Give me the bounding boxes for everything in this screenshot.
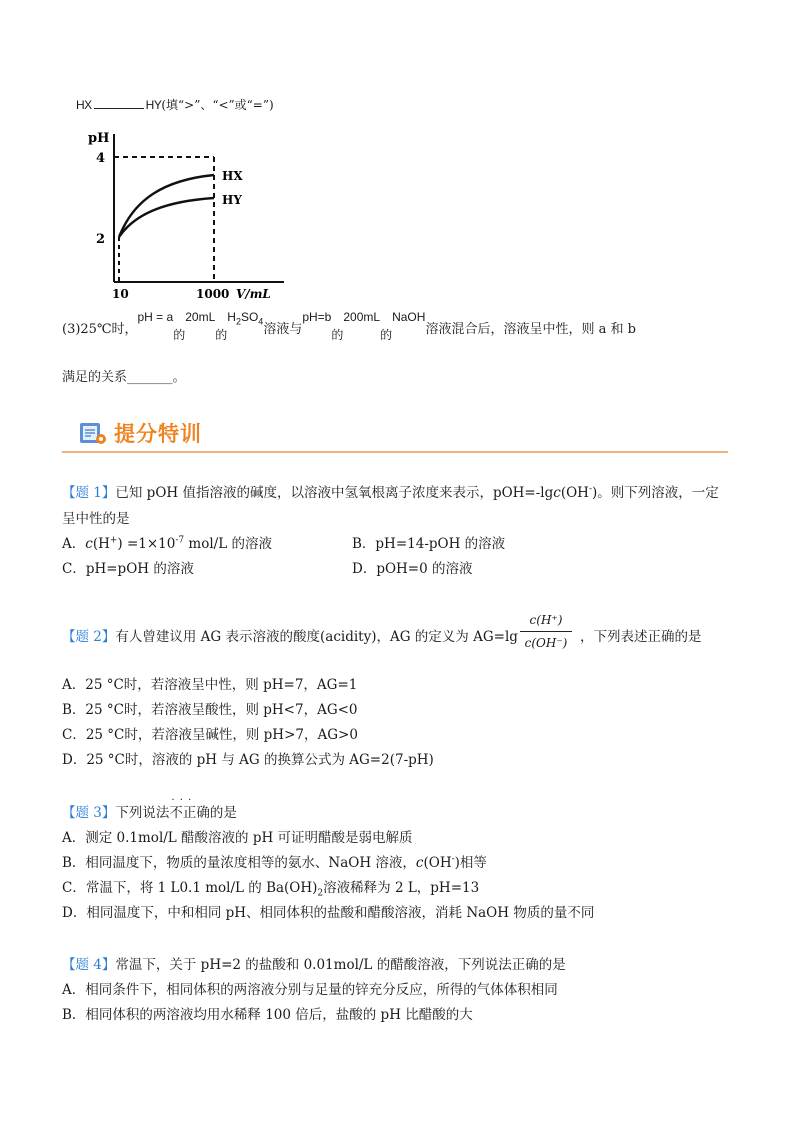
question-1: 【题 1】已知 pOH 值指溶液的碱度，以溶液中氢氧根离子浓度来表示，pOH=-lgc(OH-)。则下列溶液，一定 [62, 484, 719, 501]
question-1-tag: 【题 1】 [62, 485, 116, 501]
question-part-3 [62, 310, 636, 342]
part3-mid: 溶液与 [263, 322, 303, 337]
de-4: 的 [380, 328, 393, 342]
label-hx: HX [76, 98, 92, 112]
comparison-blank-line [76, 96, 274, 113]
q2-option-c[interactable]: C．25 °C时，若溶液呈碱性，则 pH>7，AG>0 [62, 727, 358, 743]
question-4-text: 常温下，关于 pH=2 的盐酸和 0.01mol/L 的醋酸溶液，下列说法正确的是 [115, 957, 566, 973]
part3-tail: 溶液混合后，溶液呈中性，则 a 和 b [425, 322, 636, 337]
question-2-text: 有人曾建议用 AG 表示溶液的酸度(acidity)，AG 的定义为 AG=lg [115, 629, 518, 645]
question-1-text: 已知 pOH 值指溶液的碱度，以溶液中氢氧根离子浓度来表示，pOH=-lg [115, 485, 554, 501]
q2-option-d[interactable]: D．25 °C时，溶液的 pH 与 AG 的换算公式为 AG=2(7-pH) [62, 752, 434, 768]
q3-option-a[interactable]: A．测定 0.1mol/L 醋酸溶液的 pH 可证明醋酸是弱电解质 [62, 830, 413, 846]
x-tick-1000: 1000 [196, 287, 230, 301]
y-tick-4: 4 [96, 151, 106, 166]
q3-option-b[interactable]: B．相同温度下，物质的量浓度相等的氨水、NaOH 溶液，c(OH-)相等 [62, 854, 487, 871]
part3-relation-line: 满足的关系_______。 [62, 370, 186, 385]
section-divider [62, 451, 728, 453]
fill-note: (填“>”、“<”或“=”) [161, 98, 274, 112]
ph-dilution-graph [84, 124, 294, 304]
emphasis-not-correct: 不正确 · · · [169, 805, 210, 821]
q4-option-b[interactable]: B．相同体积的两溶液均用水稀释 100 倍后，盐酸的 pH 比醋酸的大 [62, 1007, 473, 1023]
q2-option-a[interactable]: A．25 °C时，若溶液呈中性，则 pH=7，AG=1 [62, 677, 358, 693]
hy-curve [119, 198, 214, 237]
question-3: 【题 3】下列说法不正确 · · ·的是 [62, 801, 237, 821]
fraction-numerator: c(H⁺) [529, 613, 563, 627]
ag-fraction [520, 610, 572, 653]
de-3: 的 [331, 328, 344, 342]
notebook-icon [78, 420, 108, 446]
question-4-tag: 【题 4】 [62, 957, 116, 973]
question-4 [62, 953, 566, 973]
volume-200ml: 200mL [343, 310, 381, 324]
h2so4: $H_2SO_4$ [227, 310, 264, 327]
ph-b: pH=b [302, 310, 332, 324]
answer-blank[interactable] [94, 97, 144, 109]
section-banner [78, 418, 202, 448]
q4-option-a[interactable]: A．相同条件下，相同体积的两溶液分别与足量的锌充分反应，所得的气体体积相同 [62, 982, 558, 998]
question-1-line2: 呈中性的是 [62, 511, 130, 527]
q3-option-d[interactable]: D．相同温度下，中和相同 pH、相同体积的盐酸和醋酸溶液，消耗 NaOH 物质的量不同 [62, 905, 595, 921]
hy-curve-label: HY [222, 193, 242, 207]
x-tick-10: 10 [112, 287, 129, 301]
hx-curve-label: HX [222, 169, 243, 183]
naoh: NaOH [392, 310, 426, 324]
y-tick-2: 2 [96, 232, 106, 247]
q1-option-b[interactable]: B．pH=14-pOH 的溶液 [352, 536, 506, 552]
ph-a: pH = a [137, 310, 174, 324]
section-title: 提分特训 [114, 422, 202, 446]
question-2-tag: 【题 2】 [62, 629, 116, 645]
q1-option-c[interactable]: C．pH=pOH 的溶液 [62, 561, 194, 577]
part3-prefix: (3)25℃时， [62, 322, 138, 337]
question-2-end: ，下列表述正确的是 [580, 629, 702, 645]
question-2 [62, 625, 518, 645]
q1-option-a[interactable]: A．$c(H^+) =1\times 10^{-7}$ mol/L 的溶液 [62, 535, 272, 552]
x-unit: V/mL [236, 287, 271, 301]
label-hy: HY [145, 98, 162, 112]
de-2: 的 [215, 328, 228, 342]
y-axis-label: pH [88, 131, 110, 146]
volume-20ml: 20mL [185, 310, 216, 324]
de-1: 的 [173, 328, 186, 342]
q2-option-b[interactable]: B．25 °C时，若溶液呈酸性，则 pH<7，AG<0 [62, 702, 358, 718]
q3-option-c[interactable]: C．常温下，将 1 L0.1 mol/L 的 $Ba(OH)_2$溶液稀释为 2 L，pH=13 [62, 880, 480, 899]
question-3-tag: 【题 3】 [62, 805, 116, 821]
q1-option-d[interactable]: D．pOH=0 的溶液 [352, 561, 473, 577]
fraction-denominator: c(OH⁻) [524, 636, 568, 650]
